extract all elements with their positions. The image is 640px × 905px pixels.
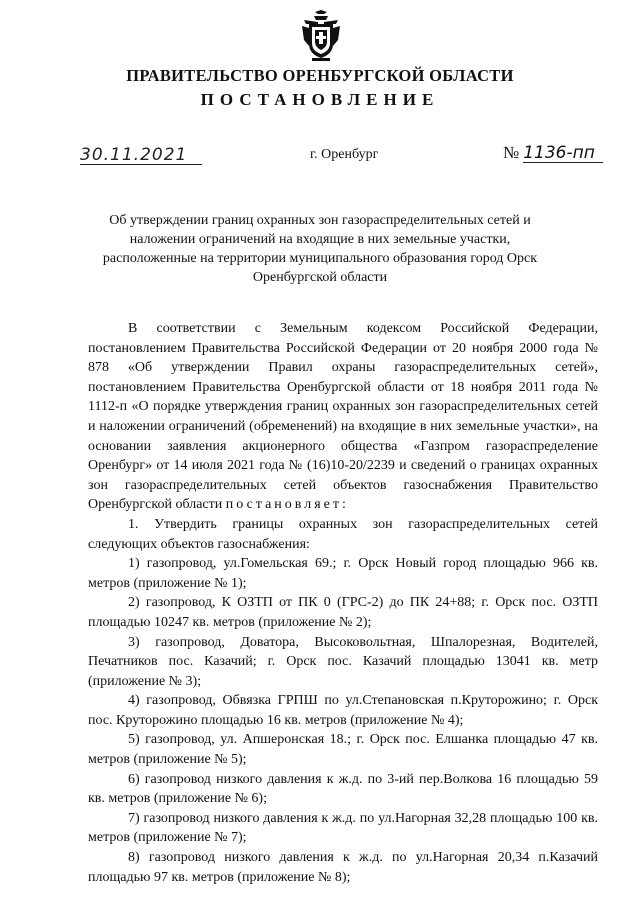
coat-of-arms-icon xyxy=(300,10,342,62)
list-item: 3) газопровод, Доватора, Высоковольтная, Шпалорезная, Водителей, Печатников пос. Казачий; г. Орск пос. Казачий площадью 13041 кв. метр (приложение № 3); xyxy=(88,634,598,689)
list-item: 8) газопровод низкого давления к ж.д. по ул.Нагорная 20,34 п.Казачий площадью 97 кв. метров (приложение № 8); xyxy=(88,850,598,885)
list-item: 5) газопровод, ул. Апшеронская 18.; г. Орск пос. Елшанка площадью 47 кв. метров (приложение № 5); xyxy=(88,732,598,768)
document-type: ПОСТАНОВЛЕНИЕ xyxy=(200,90,440,109)
number-sign: № xyxy=(503,143,520,162)
preamble-paragraph xyxy=(88,319,598,515)
list-item: 1) газопровод, ул.Гомельская 69.; г. Орск Новый город площадью 966 кв. метров (приложение № 1); xyxy=(88,556,598,591)
government-name: ПРАВИТЕЛЬСТВО ОРЕНБУРГСКОЙ ОБЛАСТИ xyxy=(126,66,514,85)
point-1: 1. Утвердить границы охранных зон газораспределительных сетей следующих объектов газоснабжения: xyxy=(88,516,598,552)
preamble-text: В соответствии с Земельным кодексом Российской Федерации, постановлением Правительства Российской Федерации от 20 ноября 2000 года № 878 «Об утверждении Правил охраны газораспределительных сетей», постановлением Правительства Оренбургской области от 18 ноября 2011 года № 1112-п «О порядке утверждения границ охранных зон газораспределительных сетей и наложении ограничений (обременений) на входящие в них земельные участки», на основании заявления акционерного общества «Газпром газораспределение Оренбург» от 14 июля 2021 года № (16)10-20/2239 и сведений о границах охранных зон газораспределительных сетей объектов газоснабжения Правительство Оренбургской области xyxy=(88,321,598,513)
number-value: 1136-пп xyxy=(523,144,603,163)
list-item: 2) газопровод, К ОЗТП от ПК 0 (ГРС-2) до ПК 24+88; г. Орск пос. ОЗТП площадью 10247 кв. метров (приложение № 2); xyxy=(88,595,598,630)
document-body xyxy=(88,319,598,887)
decree-word: постановляет: xyxy=(225,497,349,513)
list-item: 7) газопровод низкого давления к ж.д. по ул.Нагорная 32,28 площадью 100 кв. метров (приложение № 7); xyxy=(88,810,598,846)
document-city: г. Оренбург xyxy=(310,147,379,162)
document-number xyxy=(503,143,603,163)
list-item: 4) газопровод, Обвязка ГРПШ по ул.Степановская п.Круторожино; г. Орск пос. Круторожино площадью 16 кв. метров (приложение № 4); xyxy=(88,693,598,728)
document-date: 30.11.2021 xyxy=(80,146,202,165)
document-title: Об утверждении границ охранных зон газораспределительных сетей и наложении ограничений на входящие в них земельные участки, расположенные на территории муниципального образования город Орск Оренбургской области xyxy=(102,213,538,285)
list-item: 6) газопровод низкого давления к ж.д. по 3-ий пер.Волкова 16 площадью 59 кв. метров (приложение № 6); xyxy=(88,771,598,807)
